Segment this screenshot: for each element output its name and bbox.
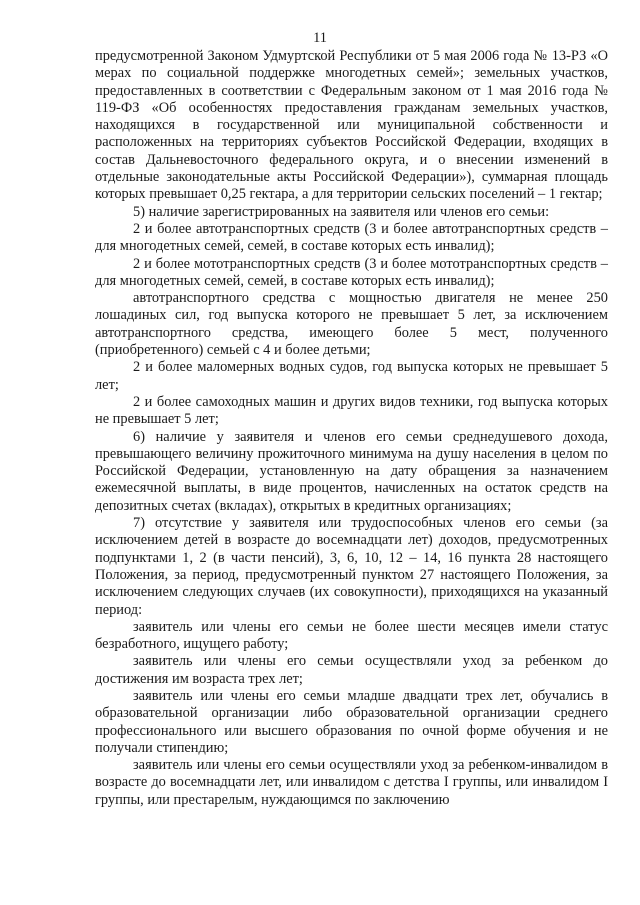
paragraph: заявитель или члены его семьи осуществляли уход за ребенком-инвалидом в возрасте до восемнадцати лет, или инвалидом с детства I группы, или инвалидом I группы, или престарелым, нуждающимся по заключению [95, 757, 608, 808]
paragraph: предусмотренной Законом Удмуртской Республики от 5 мая 2006 года № 13-РЗ «О мерах по социальной поддержке многодетных семей»; земельных участков, предоставленных в соответствии с Федеральным законом от 1 мая 2016 года № 119-ФЗ «Об особенностях предоставления гражданам земельных участков, находящихся в государственной или муниципальной собственности и расположенных на территориях субъектов Российской Федерации, входящих в состав Дальневосточного федерального округа, и о внесении изменений в отдельные законодательные акты Российской Федерации»), суммарная площадь которых превышает 0,25 гектара, а для территории сельских поселений – 1 гектар; [95, 48, 608, 203]
paragraph: 2 и более маломерных водных судов, год выпуска которых не превышает 5 лет; [95, 359, 608, 393]
paragraph: 2 и более автотранспортных средств (3 и более автотранспортных средств – для многодетных семей, семей, в составе которых есть инвалид); [95, 220, 608, 255]
paragraph: заявитель или члены его семьи осуществляли уход за ребенком до достижения им возраста трех лет; [95, 653, 608, 687]
paragraph: 2 и более мототранспортных средств (3 и более мототранспортных средств – для многодетных семей, семей, в составе которых есть инвалид); [95, 255, 608, 289]
paragraph: заявитель или члены его семьи не более шести месяцев имели статус безработного, ищущего работу; [95, 618, 608, 653]
document-body [95, 48, 608, 809]
page-number: 11 [313, 30, 327, 46]
paragraph: 7) отсутствие у заявителя или трудоспособных членов его семьи (за исключением детей в возрасте до восемнадцати лет) доходов, предусмотренных подпунктами 1, 2 (в части пенсий), 3, 6, 10, 12 – 14, 16 пункта 28 настоящего Положения, за период, предусмотренный пунктом 27 настоящего Положения, за исключением следующих случаев (их совокупности), приходящихся на указанный период: [95, 515, 608, 618]
paragraph: 6) наличие у заявителя и членов его семьи среднедушевого дохода, превышающего величину прожиточного минимума на душу населения в целом по Российской Федерации, установленную на дату обращения за назначением ежемесячной выплаты, в виде процентов, начисленных на остаток средств на депозитных счетах (вкладах), открытых в кредитных организациях; [95, 428, 608, 514]
paragraph: 5) наличие зарегистрированных на заявителя или членов его семьи: [133, 203, 550, 220]
paragraph: 2 и более самоходных машин и других видов техники, год выпуска которых не превышает 5 лет; [95, 393, 608, 428]
paragraph: заявитель или члены его семьи младше двадцати трех лет, обучались в образовательной организации либо образовательной организации среднего профессионального или высшего образования по очной форме обучения и не получали стипендию; [95, 687, 608, 756]
paragraph: автотранспортного средства с мощностью двигателя не менее 250 лошадиных сил, год выпуска которого не превышает 5 лет, за исключением автотранспортного средства, имеющего более 5 мест, полученного (приобретенного) семьей с 4 и более детьми; [95, 290, 608, 359]
